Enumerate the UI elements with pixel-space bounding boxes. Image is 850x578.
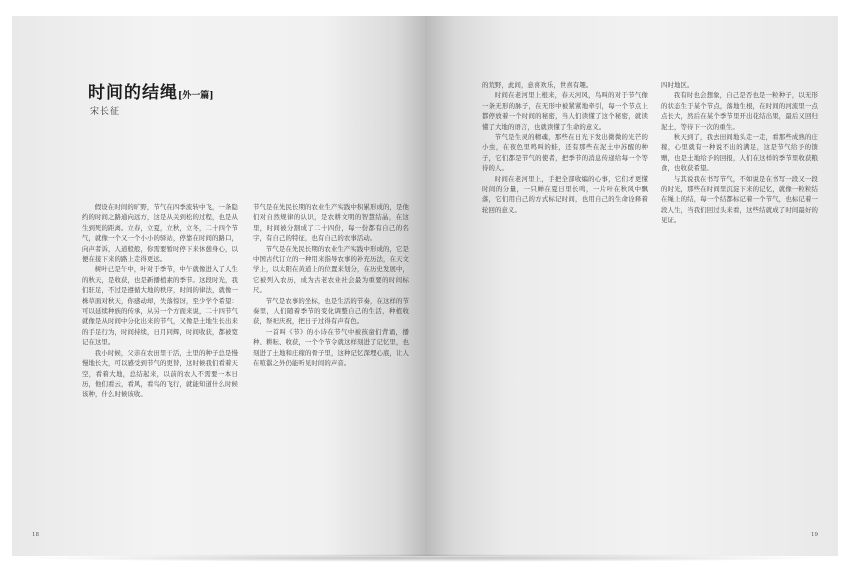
paragraph: 节气是在先民长期的农业生产实践中积累形成的，是他们对自然规律的认识，是农耕文明的智慧结晶，在这里，时间被分割成了二十四份，每一份都有自己的名字，有自己的特征，也有自己的农事活动。 [253,203,409,243]
paragraph: 与其说我在书写节气，不如说是在书写一段又一段的时光，那些在时间里沉淀下来的记忆，就像一粒粒结在绳上的结，每一个结都标记着一个节气，也标记着一段人生，当我们回过头来看，这些结就成了时间最好的见证。 [661,174,818,225]
paragraph: 一首叫《节》的小诗在节气中被孩童们背诵，播种、耕耘、收获，一个个节令就这样刻进了记忆里，也刻进了土地和庄稼的骨子里，这种记忆深埋心底，让人在喧嚣之外仍能听见时间的声音。 [253,327,409,368]
paragraph: 时间在老河里上，手把全部收编的心事，它们才更懂时间的分量，一只蝉在夏日里长鸣，一片叶在秋风中飘落，它们用自己的方式标记时间，也用自己的生命诠释着轮回的意义。 [482,174,648,214]
article-title-text: 时间的结绳 [88,83,178,103]
magazine-spread [12,16,838,556]
body-column-1 [82,202,238,518]
paragraph: 我小时候，父亲在农田里干活，土里的种子总是慢慢地长大，可以感受到节气的更替，这时候我们看着天空，看着大地，总结起来，以前的农人不需要一本日历，他们看云，看风，看鸟的飞行，就能知道什么时候该种，什么时候该收。 [82,348,238,399]
paragraph: 的荒野，此间，意喜欢乐，世喜有趣。 [482,81,593,89]
page-number-left: 18 [32,532,39,538]
body-column-3 [482,80,648,518]
page-number-right: 19 [811,532,818,538]
right-page [425,16,838,556]
paragraph: 节气是在先民长期的农业生产实践中形成的，它是中国古代订立的一种用来指导农事的补充历法，在天文学上，以太阳在黄道上的位置来划分，在历史发展中，它被列入农历，成为古老农业社会最为重要的时间标尺。 [253,244,409,295]
paragraph: 节气是农事的坐标，也是生活的节奏，在这样的节奏里，人们随着季节的变化调整自己的生活，种植收获，祭祀庆祝，把日子过得有声有色。 [253,296,409,326]
page-shadow [20,554,830,562]
left-page [12,16,425,556]
paragraph: 秋天到了，我去田间地头走一走，看那些成熟的庄稼，心里就有一种说不出的满足，这是节气给予的馈赠，也是土地给予的回报，人们在这样的季节里收获粮食，也收获希望。 [661,133,818,173]
article-title-suffix: [外一篇] [178,91,214,101]
paragraph: 四时地区。 [661,81,694,89]
body-column-2 [253,202,409,518]
paragraph: 我有时也会想象，自己是否也是一粒种子，以无形的状态生于某个节点，落地生根，在时间的河流里一点点长大，然后在某个季节里开出花结出果，最后又回归泥土，等待下一次的重生。 [661,91,818,131]
paragraph: 时间在老河里上根来，春天河风，鸟叫的对于节气像一条无形的脉子，在无形中被紧紧地牵引，每一个节点上都停放着一个时间的秘密，当人们读懂了这个秘密，就读懂了大地的语言，也就读懂了生命的意义。 [482,91,648,131]
paragraph: 树叶已是午中，叶对于季节，中午就像进入了人生的秋天，是收获，也是新播植素的季节。这段时光，我们驻足，不过是遵循大地的秩序，时间的律法，就像一株草面对秋天，你感动却，失落惊讶，至少学个希望：可以延续种族的传承，从另一个方面来说，二十四节气就像是从时间中分化出来的节气，又像是土地生长出来的手足行为，时间持续，日月同辉，时间收获，都被宽记在这里。 [82,265,238,347]
article-title [88,78,214,103]
paragraph: 假设在时间的旷野，节气在四季流转中飞，一条隐约的时间之路通向远方，这是从关到松的过程，也是从生到死的距离。立春，立夏，立秋，立冬，二十四个节气，就像一个又一个小小的驿站，停靠在时间的路口，向声者诉，人道般般，你需要暂时停下来休憩身心，以便在接下来的路上走得更远。 [82,203,238,264]
paragraph: 节气是生灵的精魂，那些在日光下发出微微的光芒的小虫，在夜色里鸣叫的蛙，还有那些在泥土中苏醒的种子，它们都是节气的使者，把季节的消息传递给每一个等待的人。 [482,133,648,173]
body-column-4 [661,80,818,518]
author-name: 宋长征 [90,107,121,117]
